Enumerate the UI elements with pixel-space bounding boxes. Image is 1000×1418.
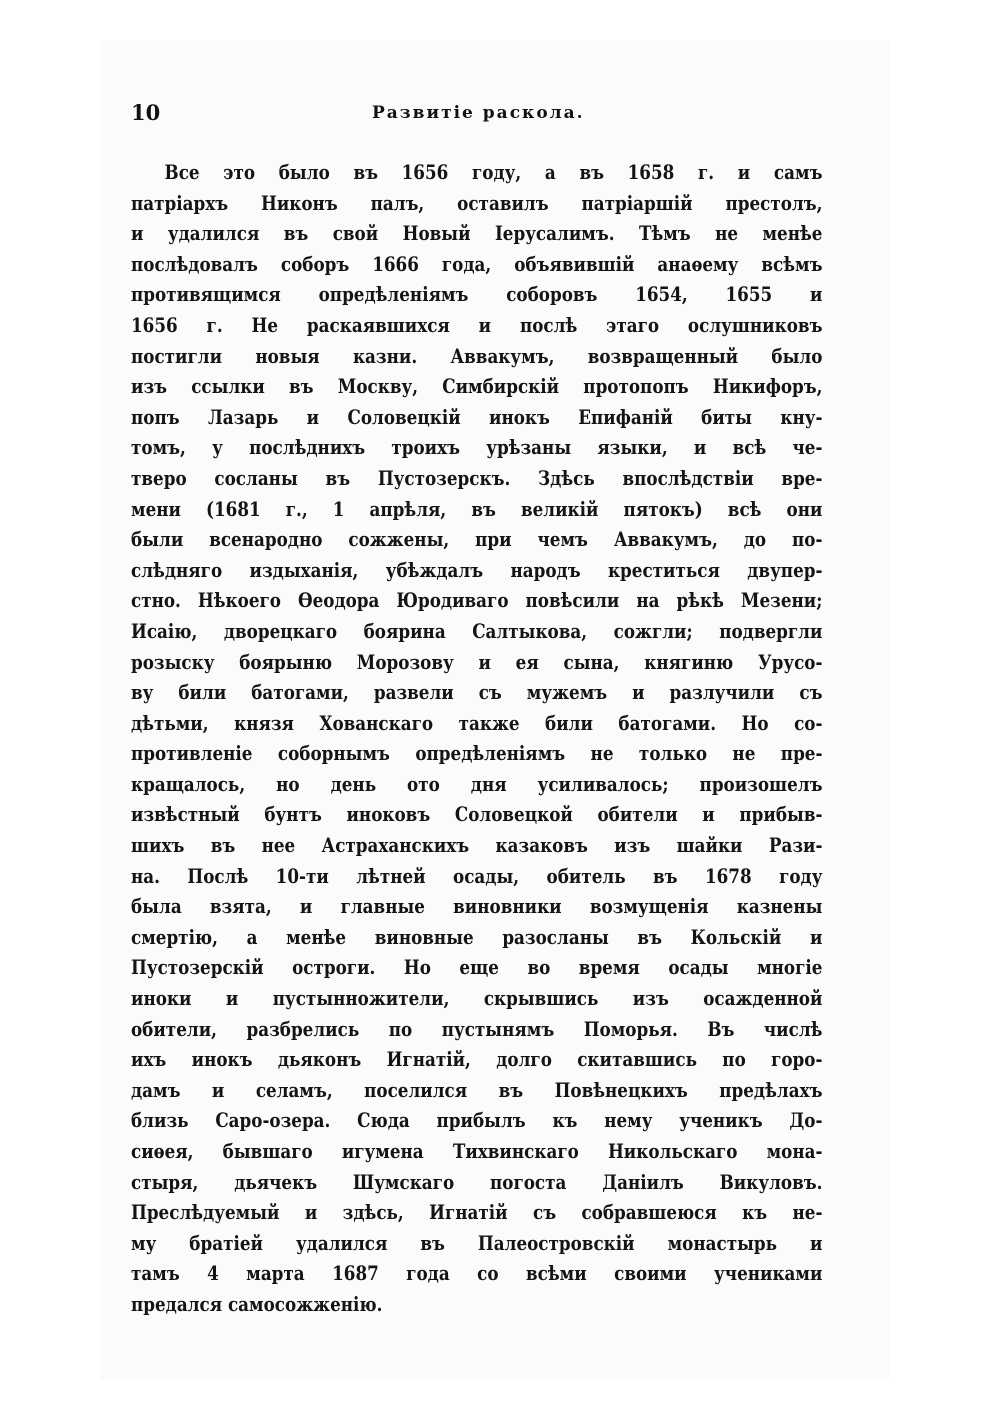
- text-line: томъ, у послѣднихъ троихъ урѣзаны языки, и всѣ че-: [131, 436, 823, 460]
- text-line: противящимся опредѣленіямъ соборовъ 1654, 1655 и: [131, 283, 823, 307]
- text-line: близь Саро-озера. Сюда прибылъ къ нему ученикъ До-: [131, 1109, 823, 1133]
- text-line: противленіе соборнымъ опредѣленіямъ не только не пре-: [131, 742, 823, 766]
- text-line: патріархъ Никонъ палъ, оставилъ патріаршій престолъ,: [131, 191, 823, 215]
- text-line: сиѳея, бывшаго игумена Тихвинскаго Никольскаго мона-: [131, 1140, 823, 1163]
- text-line: ихъ инокъ дьяконъ Игнатій, долго скитавшись по горо-: [131, 1048, 823, 1072]
- text-line: стно. Нѣкоего Ѳеодора Юродиваго повѣсили на рѣкѣ Мезени;: [131, 589, 823, 613]
- body-paragraph: [131, 158, 823, 1321]
- text-line: ву били батогами, развели съ мужемъ и разлучили съ: [131, 681, 823, 705]
- text-line: тамъ 4 марта 1687 года со всѣми своими учениками: [131, 1262, 823, 1286]
- text-line: были всенародно сожжены, при чемъ Аввакумъ, до по-: [131, 528, 823, 552]
- text-line: Пустозерскій остроги. Но еще во время осады многіе: [131, 956, 823, 980]
- text-line: и удалился въ свой Новый Іерусалимъ. Тѣмъ не менѣе: [131, 222, 823, 246]
- text-line: кращалось, но день ото дня усиливалось; произошелъ: [131, 772, 823, 796]
- text-line: обители, разбрелись по пустынямъ Поморья. Въ числѣ: [131, 1017, 823, 1041]
- text-line: попъ Лазарь и Соловецкій инокъ Епифаній биты кну-: [131, 405, 823, 429]
- text-line: изъ ссылки въ Москву, Симбирскій протопопъ Никифоръ,: [131, 375, 823, 399]
- text-line: слѣдняго издыханія, убѣждалъ народъ креститься двупер-: [131, 558, 823, 582]
- text-line: 1656 г. Не раскаявшихся и послѣ этаго ослушниковъ: [131, 313, 823, 337]
- text-line: дѣтьми, князя Хованскаго также били батогами. Но со-: [131, 711, 823, 735]
- text-line: предался самосожженію.: [131, 1292, 383, 1316]
- text-line: Все это было въ 1656 году, а въ 1658 г. и самъ: [164, 161, 823, 184]
- text-line: послѣдовалъ соборъ 1666 года, объявившій анаѳему всѣмъ: [131, 252, 823, 276]
- text-line: извѣстный бунтъ иноковъ Соловецкой обители и прибыв-: [131, 803, 823, 827]
- text-line: му братіей удалился въ Палеостровскій монастырь и: [131, 1231, 823, 1255]
- text-line: мени (1681 г., 1 апрѣля, въ великій пятокъ) всѣ они: [131, 497, 823, 521]
- page-header: [131, 98, 823, 132]
- text-line: тверо сосланы въ Пустозерскъ. Здѣсь впослѣдствіи вре-: [131, 466, 823, 490]
- text-line: Преслѣдуемый и здѣсь, Игнатій съ собравшеюся къ не-: [131, 1201, 823, 1225]
- text-line: на. Послѣ 10-ти лѣтней осады, обитель въ 1678 году: [131, 864, 823, 888]
- text-line: шихъ въ нее Астраханскихъ казаковъ изъ шайки Рази-: [131, 834, 823, 858]
- page-number: 10: [131, 100, 161, 125]
- running-title: Развитіе раскола.: [372, 103, 585, 123]
- text-line: стыря, дьячекъ Шумскаго погоста Даніилъ Викуловъ.: [131, 1170, 823, 1194]
- text-line: постигли новыя казни. Аввакумъ, возвращенный было: [131, 344, 823, 368]
- text-line: Исаію, дворецкаго боярина Салтыкова, сожгли; подвергли: [131, 619, 823, 643]
- text-line: розыску боярыню Морозову и ея сына, княгиню Урусо-: [131, 650, 823, 674]
- text-line: дамъ и селамъ, поселился въ Повѣнецкихъ предѣлахъ: [131, 1078, 823, 1102]
- text-line: иноки и пустынножители, скрывшись изъ осажденной: [131, 987, 823, 1011]
- text-line: смертію, а менѣе виновные разосланы въ Кольскій и: [131, 925, 823, 949]
- text-line: была взята, и главные виновники возмущенія казнены: [131, 895, 823, 919]
